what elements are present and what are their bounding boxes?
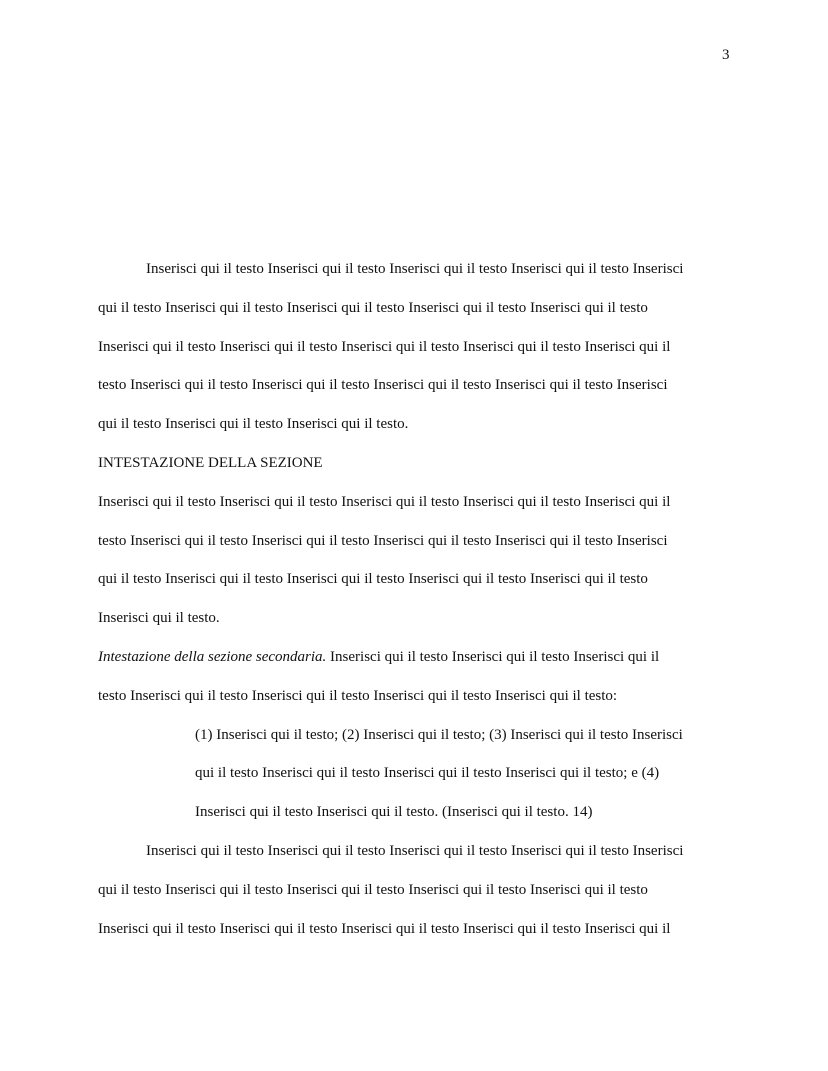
text-line: testo Inserisci qui il testo Inserisci qui il testo Inserisci qui il testo Inserisci qui il testo: [98,687,618,704]
paragraph-2 [98,483,738,638]
document-body [98,250,738,948]
block-quote [98,716,738,832]
text-line: Inserisci qui il testo Inserisci qui il testo Inserisci qui il testo Inserisci qui il testo Inserisci [146,842,684,859]
text-line: Inserisci qui il testo Inserisci qui il testo Inserisci qui il testo Inserisci qui il testo Inserisci [146,261,684,277]
subsection-heading: Intestazione della sezione secondaria. [98,648,327,665]
paragraph-1 [98,250,738,444]
text-line: Inserisci qui il testo Inserisci qui il testo Inserisci qui il testo Inserisci qui il testo Inserisci qui il [98,493,671,510]
text-line [98,638,738,677]
paragraph-4 [98,832,738,948]
section-heading: INTESTAZIONE DELLA SEZIONE [98,454,323,471]
text-line: qui il testo Inserisci qui il testo Inserisci qui il testo Inserisci qui il testo Inserisci qui il testo [98,571,648,588]
text-line: qui il testo Inserisci qui il testo Inserisci qui il testo. [98,416,409,433]
text-line: qui il testo Inserisci qui il testo Inserisci qui il testo Inserisci qui il testo Inserisci qui il testo [98,299,648,316]
paragraph-3 [98,638,738,716]
text-line: qui il testo Inserisci qui il testo Inserisci qui il testo Inserisci qui il testo Inserisci qui il testo [98,881,648,898]
text-line: qui il testo Inserisci qui il testo Inserisci qui il testo Inserisci qui il testo; e (4) [195,765,660,782]
text-line: Inserisci qui il testo Inserisci qui il testo Inserisci qui il testo Inserisci qui il testo Inserisci qui il [98,920,671,937]
text-line: Inserisci qui il testo. [98,610,220,627]
page-number: 3 [722,47,730,63]
text-run: Inserisci qui il testo Inserisci qui il testo Inserisci qui il [326,648,660,665]
text-line: Inserisci qui il testo Inserisci qui il testo. (Inserisci qui il testo. 14) [195,804,593,821]
text-line: testo Inserisci qui il testo Inserisci qui il testo Inserisci qui il testo Inserisci qui il testo Inserisci [98,532,668,549]
text-line: Inserisci qui il testo Inserisci qui il testo Inserisci qui il testo Inserisci qui il testo Inserisci qui il [98,338,671,355]
text-line: testo Inserisci qui il testo Inserisci qui il testo Inserisci qui il testo Inserisci qui il testo Inserisci [98,377,668,394]
text-line: (1) Inserisci qui il testo; (2) Inserisci qui il testo; (3) Inserisci qui il testo Inserisci [195,726,683,743]
